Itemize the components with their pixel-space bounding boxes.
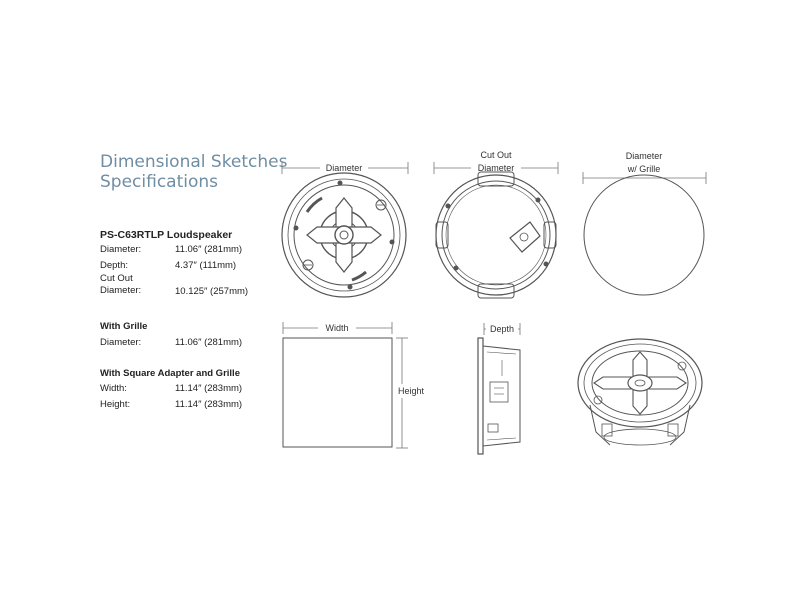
depth-sketch bbox=[478, 322, 520, 454]
spec-value: 11.14″ (283mm) bbox=[175, 399, 243, 410]
section-title-loudspeaker: PS-C63RTLP Loudspeaker bbox=[100, 229, 233, 241]
square-adapter-sketch bbox=[283, 321, 427, 448]
spec-label: Diameter: bbox=[100, 244, 142, 255]
spec-value: 11.06″ (281mm) bbox=[175, 337, 243, 348]
spec-label: Diameter: bbox=[100, 337, 142, 348]
speaker-front-sketch bbox=[282, 161, 408, 297]
grille-label-line-2: w/ Grille bbox=[627, 164, 661, 174]
spec-value: 10.125″ (257mm) bbox=[175, 286, 249, 297]
spec-value: 11.14″ (283mm) bbox=[175, 383, 243, 394]
spec-value: 4.37″ (111mm) bbox=[175, 260, 237, 271]
width-label: Width bbox=[325, 323, 349, 333]
perspective-sketch bbox=[578, 339, 702, 445]
cutout-sketch bbox=[434, 148, 558, 298]
depth-label: Depth bbox=[489, 324, 515, 334]
spec-value: 11.06″ (281mm) bbox=[175, 244, 243, 255]
heading-line-2: Specifications bbox=[100, 172, 219, 192]
section-title-with-grille: With Grille bbox=[100, 321, 148, 332]
grille-sketch bbox=[583, 150, 706, 295]
spec-label: Depth: bbox=[100, 260, 128, 271]
height-label: Height bbox=[398, 386, 425, 396]
spec-label: Width: bbox=[100, 383, 127, 394]
cutout-label-line-2: Diameter bbox=[477, 163, 515, 173]
spec-label: Cut Out Diameter: bbox=[100, 273, 142, 296]
spec-label: Height: bbox=[100, 399, 131, 410]
section-title-square-adapter: With Square Adapter and Grille bbox=[100, 368, 240, 379]
grille-label-line-1: Diameter bbox=[625, 151, 663, 161]
heading-line-1: Dimensional Sketches bbox=[100, 152, 288, 172]
diameter-label: Diameter bbox=[325, 163, 363, 173]
cutout-label-line-1: Cut Out bbox=[480, 150, 512, 160]
